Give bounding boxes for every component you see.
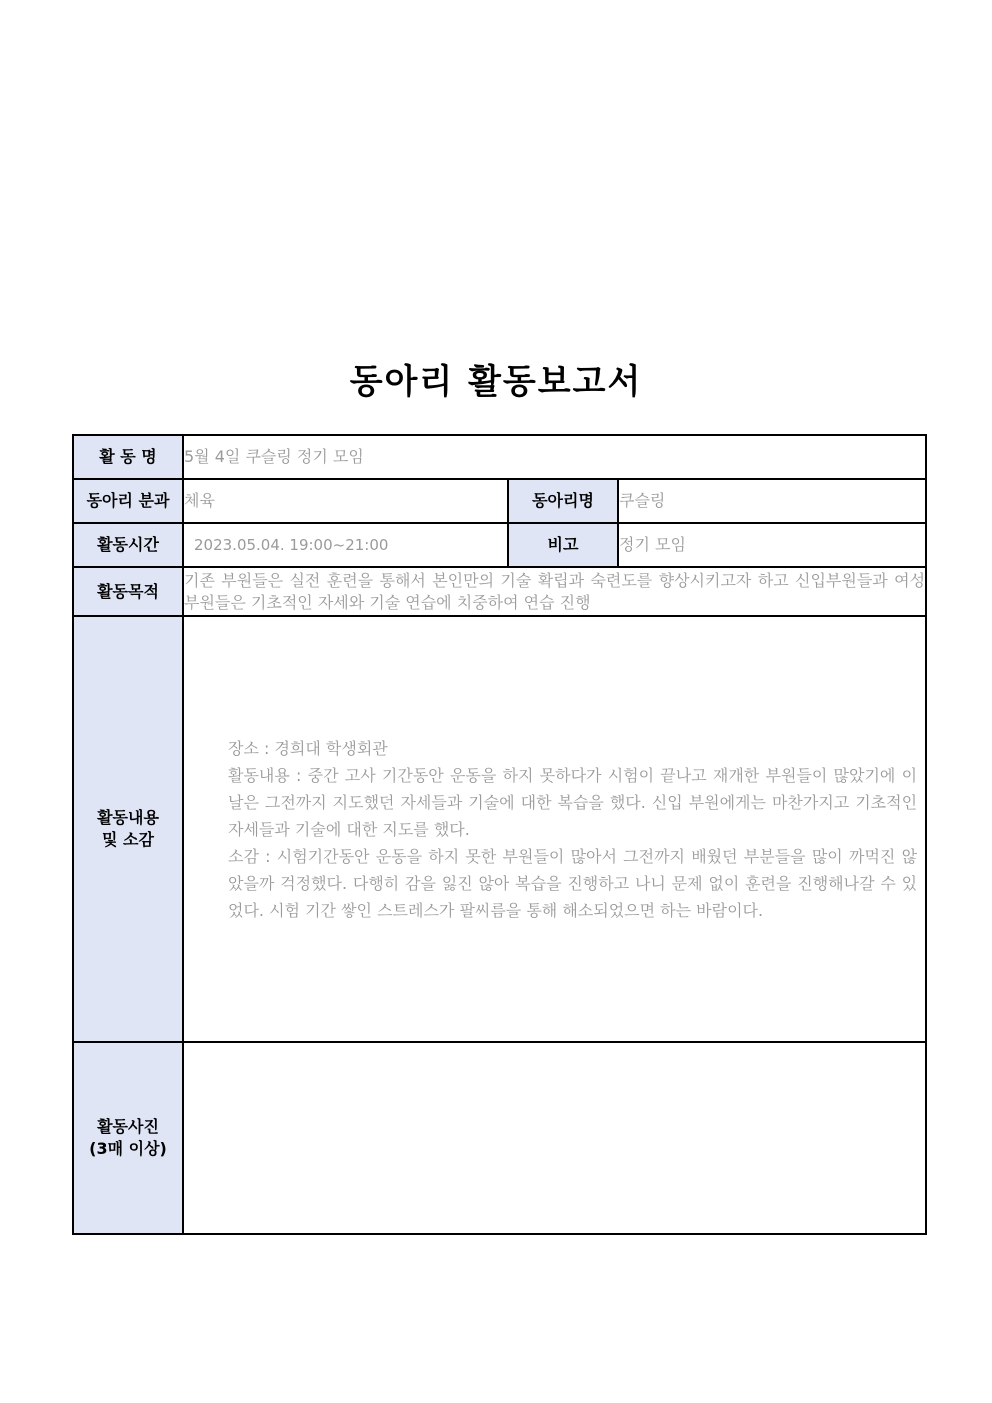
remarks-value: 정기 모임 [618, 523, 926, 567]
content-label-line2: 및 소감 [102, 830, 154, 849]
club-name-label: 동아리명 [508, 479, 618, 523]
document-title: 동아리 활동보고서 [349, 362, 643, 402]
activity-time-value: 2023.05.04. 19:00~21:00 [183, 523, 508, 567]
photos-area[interactable] [183, 1042, 926, 1234]
purpose-label: 활동목적 [73, 567, 183, 616]
activity-time-label: 활동시간 [73, 523, 183, 567]
row-time-remarks [73, 523, 926, 567]
club-category-label: 동아리 분과 [73, 479, 183, 523]
club-category-value: 체육 [183, 479, 508, 523]
photos-label-line2: (3매 이상) [89, 1139, 167, 1158]
content-impression: 소감 : 시험기간동안 운동을 하지 못한 부원들이 많아서 그전까지 배웠던 부분들을 많이 까먹진 않았을까 걱정했다. 다행히 감을 잃진 않아 복습을 진행하고 나니 문제 없이 훈련을 진행해나갈 수 있었다. 시험 기간 쌓인 스트레스가 팔씨름을 통해 해소되었으면 하는 바람이다. [228, 846, 918, 920]
activity-report-table [72, 434, 927, 1235]
content-label [73, 616, 183, 1042]
content-place: 장소 : 경희대 학생회관 [228, 738, 388, 758]
row-club-info [73, 479, 926, 523]
content-label-line1: 활동내용 [97, 808, 159, 827]
content-activity: 활동내용 : 중간 고사 기간동안 운동을 하지 못하다가 시험이 끝나고 재개한 부원들이 많았기에 이날은 그전까지 지도했던 자세들과 기술에 대한 복습을 했다. 신입 부원에게는 마찬가지고 기초적인 자세들과 기술에 대한 지도를 했다. [228, 765, 918, 839]
remarks-label: 비고 [508, 523, 618, 567]
row-purpose [73, 567, 926, 616]
row-photos [73, 1042, 926, 1234]
row-activity-name [73, 435, 926, 479]
photos-label [73, 1042, 183, 1234]
row-content [73, 616, 926, 1042]
purpose-value: 기존 부원들은 실전 훈련을 통해서 본인만의 기술 확립과 숙련도를 향상시키고자 하고 신입부원들과 여성부원들은 기초적인 자세와 기술 연습에 치중하여 연습 진행 [183, 567, 926, 616]
club-name-value: 쿠슬링 [618, 479, 926, 523]
content-body [184, 735, 925, 924]
activity-name-label: 활 동 명 [73, 435, 183, 479]
content-cell [183, 616, 926, 1042]
activity-name-value: 5월 4일 쿠슬링 정기 모임 [183, 435, 926, 479]
photos-label-line1: 활동사진 [97, 1117, 159, 1136]
